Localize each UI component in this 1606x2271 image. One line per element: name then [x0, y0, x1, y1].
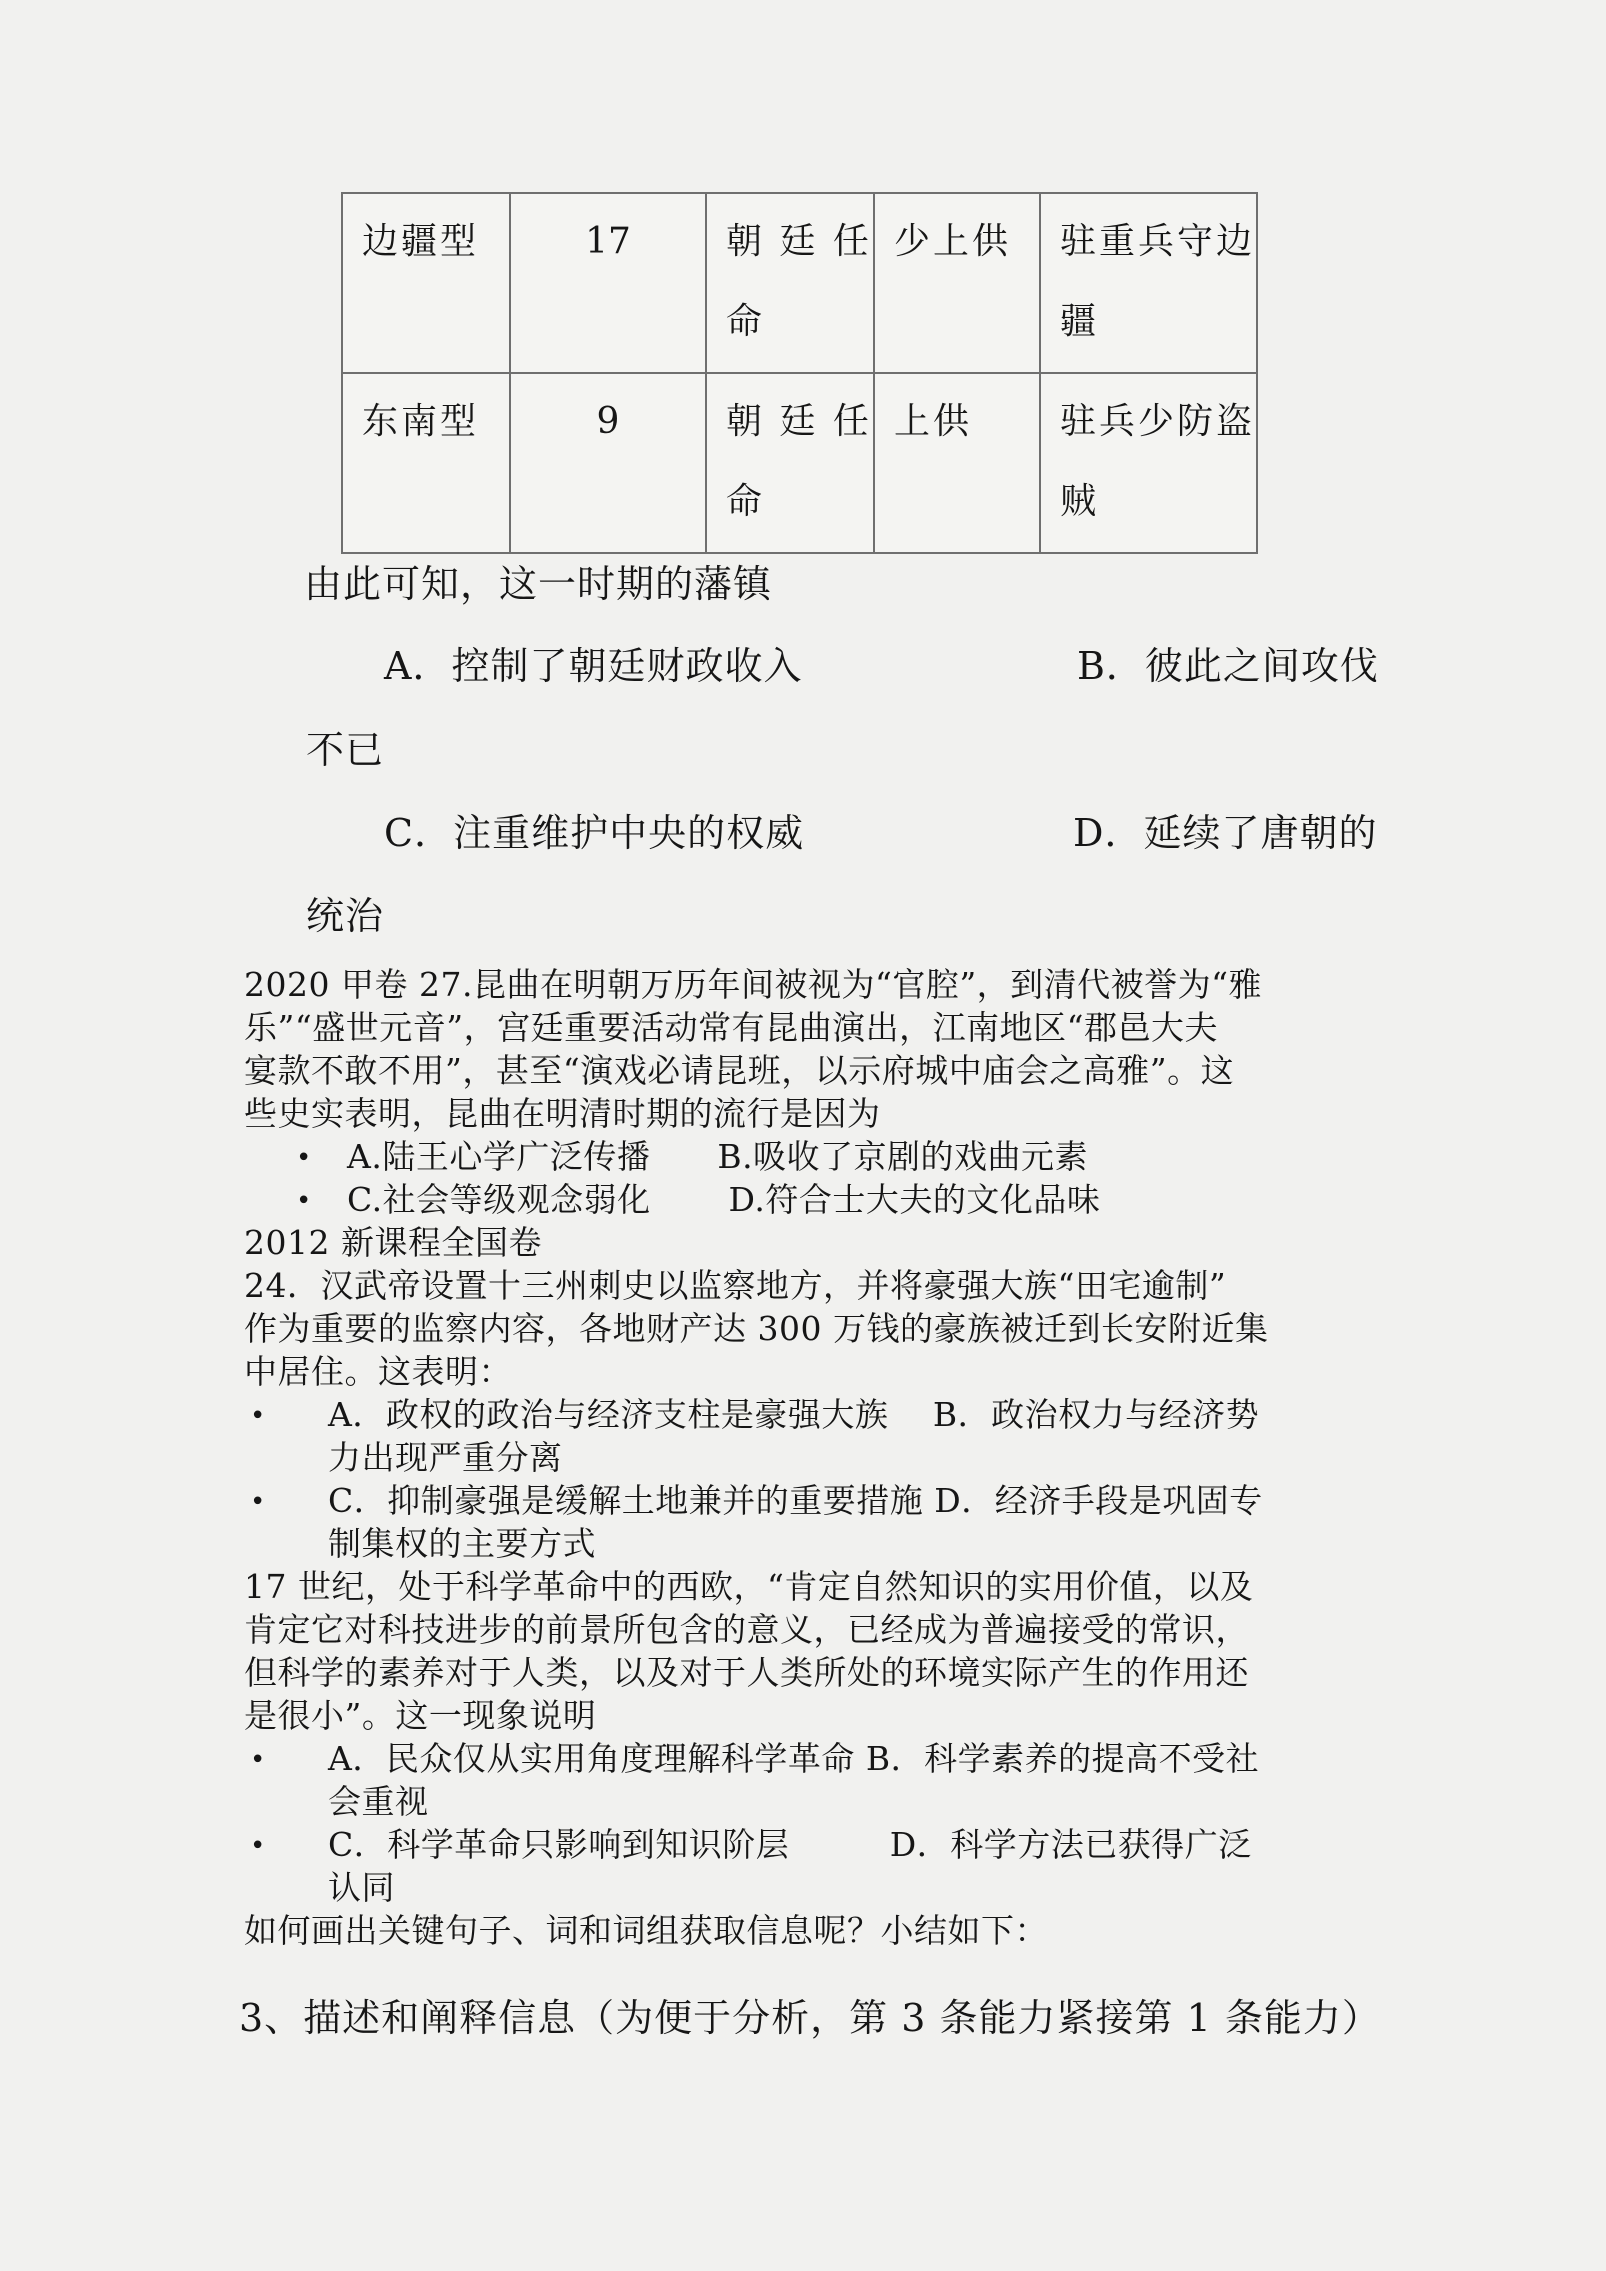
table-cell-count — [510, 193, 706, 373]
table-cell-appointment — [706, 193, 874, 373]
option-wrap-line: 制集权的主要方式 — [328, 1524, 596, 1563]
paragraph-line: 作为重要的监察内容，各地财产达 300 万钱的豪族被迁到长安附近集 — [244, 1309, 1269, 1348]
cell-text: 疆 — [1060, 301, 1100, 342]
table-cell-appointment — [706, 373, 874, 553]
bullet-icon: • — [296, 1143, 312, 1173]
bullet-icon: • — [250, 1487, 266, 1517]
option-row-ab — [250, 1737, 1259, 1782]
cell-text: 命 — [726, 481, 766, 522]
bullet-icon: • — [296, 1186, 312, 1216]
cell-text: 朝 廷 任 — [726, 221, 872, 262]
table-cell-count — [510, 373, 706, 553]
option-d: D．延续了唐朝的 — [1073, 811, 1378, 855]
paragraph-line: 是很小”。这一现象说明 — [244, 1696, 597, 1735]
cell-text: 上供 — [894, 401, 973, 442]
paragraph-line: 宴款不敢不用”，甚至“演戏必请昆班，以示府城中庙会之高雅”。这 — [244, 1051, 1235, 1090]
option-row-cd — [296, 1178, 1100, 1223]
option-d-wrap: 统治 — [306, 894, 385, 938]
option-a: A．控制了朝廷财政收入 — [384, 644, 803, 688]
table-cell-garrison — [1040, 193, 1257, 373]
table-cell-type — [342, 193, 510, 373]
cell-text: 9 — [596, 401, 620, 442]
paragraph-line: 2020 甲卷 27.昆曲在明朝万历年间被视为“官腔”，到清代被誉为“雅 — [244, 965, 1263, 1004]
closing-summary-line: 如何画出关键句子、词和词组获取信息呢？小结如下： — [244, 1911, 1048, 1950]
table-cell-garrison — [1040, 373, 1257, 553]
option-row-ab — [296, 1135, 1088, 1180]
cell-text: 驻重兵守边 — [1060, 221, 1256, 262]
table-cell-tribute — [874, 193, 1040, 373]
cell-text: 贼 — [1060, 481, 1100, 522]
table-cell-tribute — [874, 373, 1040, 553]
option-wrap-line: 力出现严重分离 — [328, 1438, 563, 1477]
option-row-cd — [250, 1479, 1263, 1524]
paragraph-line: 些史实表明，昆曲在明清时期的流行是因为 — [244, 1094, 881, 1133]
cell-text: 驻兵少防盗 — [1060, 401, 1256, 442]
option-row-ab — [250, 1393, 1259, 1438]
bullet-icon: • — [250, 1831, 266, 1861]
option-b-wrap: 不已 — [306, 728, 385, 772]
paragraph-line: 乐”“盛世元音”，宫廷重要活动常有昆曲演出，江南地区“郡邑大夫 — [244, 1008, 1218, 1047]
point-3-heading: 3、描述和阐释信息（为便于分析，第 3 条能力紧接第 1 条能力） — [239, 1996, 1381, 2040]
fanzhen-types-table — [341, 192, 1258, 554]
option-text: A．政权的政治与经济支柱是豪强大族 B．政治权力与经济势 — [328, 1395, 1260, 1434]
option-text: C．科学革命只影响到知识阶层 D．科学方法已获得广泛 — [328, 1825, 1252, 1864]
paragraph-line: 肯定它对科技进步的前景所包含的意义，已经成为普遍接受的常识， — [244, 1610, 1249, 1649]
cell-text: 朝 廷 任 — [726, 401, 872, 442]
paragraph-line: 但科学的素养对于人类，以及对于人类所处的环境实际产生的作用还 — [244, 1653, 1249, 1692]
table-row — [342, 193, 1257, 373]
bullet-icon: • — [250, 1401, 266, 1431]
option-text: C．抑制豪强是缓解土地兼并的重要措施 D．经济手段是巩固专 — [328, 1481, 1263, 1520]
option-wrap-line: 会重视 — [328, 1782, 429, 1821]
option-wrap-line: 认同 — [328, 1868, 395, 1907]
paragraph-line: 中居住。这表明： — [244, 1352, 512, 1391]
option-b: B．彼此之间攻伐 — [1077, 644, 1379, 688]
table-row — [342, 373, 1257, 553]
table-cell-type — [342, 373, 510, 553]
cell-text: 命 — [726, 301, 766, 342]
option-text: C.社会等级观念弱化 D.符合士大夫的文化品味 — [347, 1180, 1101, 1219]
option-text: A.陆王心学广泛传播 B.吸收了京剧的戏曲元素 — [347, 1137, 1089, 1176]
option-text: A．民众仅从实用角度理解科学革命 B．科学素养的提高不受社 — [328, 1739, 1260, 1778]
option-row-cd — [250, 1823, 1252, 1868]
cell-text: 少上供 — [894, 221, 1012, 262]
paragraph-line: 24．汉武帝设置十三州刺史以监察地方，并将豪强大族“田宅逾制” — [244, 1266, 1227, 1305]
bullet-icon: • — [250, 1745, 266, 1775]
question-stem: 由此可知，这一时期的藩镇 — [304, 562, 773, 606]
cell-text: 17 — [585, 221, 631, 262]
exam-year-header: 2012 新课程全国卷 — [244, 1223, 542, 1262]
paragraph-line: 17 世纪，处于科学革命中的西欧，“肯定自然知识的实用价值，以及 — [244, 1567, 1254, 1606]
option-c: C．注重维护中央的权威 — [384, 811, 805, 855]
cell-text: 东南型 — [362, 401, 480, 442]
cell-text: 边疆型 — [362, 221, 480, 262]
